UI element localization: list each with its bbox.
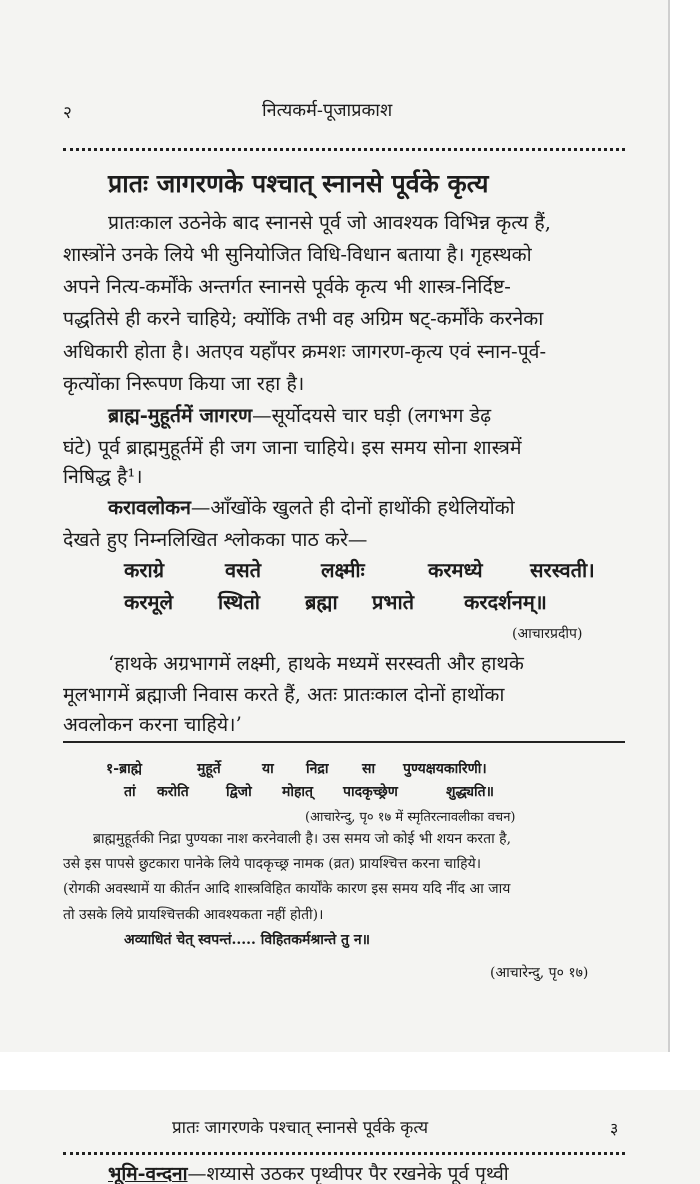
brahma-heading: ब्राह्म-मुहूर्तमें जागरण: [108, 404, 253, 427]
verse-word: सरस्वती।: [530, 558, 595, 582]
footnote-verse-word: द्विजो: [226, 784, 252, 800]
karavalokan-text: —आँखोंके खुलते ही दोनों हाथोंकी हथेलियोंको: [190, 496, 515, 519]
paragraph-line: कृत्योंका निरूपण किया जा रहा है।: [63, 372, 305, 395]
footnote-verse-word: करोति: [157, 784, 189, 800]
page-number: ३: [610, 1119, 619, 1138]
footnote-source: (आचारेन्दु, पृ० १७ में स्मृतिरत्नावलीका वचन): [305, 810, 516, 825]
section-title: प्रातः जागरणके पश्चात् स्नानसे पूर्वके कृत्य: [108, 169, 489, 198]
verse-word: ब्रह्मा: [305, 590, 338, 614]
partial-text: —शय्यासे उठकर पृथ्वीपर पैर रखनेके पूर्व पृथ्वी: [187, 1163, 509, 1184]
verse-word: प्रभाते: [372, 590, 415, 614]
paragraph-line: देखते हुए निम्नलिखित श्लोकका पाठ करे—: [63, 528, 368, 551]
paragraph-line: पद्धतिसे ही करने चाहिये; क्योंकि तभी वह अग्रिम षट्-कर्मोंके करनेका: [63, 307, 544, 330]
star-separator: [63, 148, 625, 157]
footnote-verse-word: पादकृच्छ्रेण: [343, 784, 398, 800]
verse-word: करमूले: [124, 590, 174, 614]
verse-word: करदर्शनम्॥: [464, 590, 547, 614]
footnote-rule: [63, 741, 625, 743]
footnote-verse-word: सा: [362, 761, 376, 777]
footnote-verse-word: मुहूर्ते: [197, 761, 221, 777]
verse-source: (आचारप्रदीप): [512, 626, 583, 642]
meaning-line: ‘हाथके अग्रभागमें लक्ष्मी, हाथके मध्यमें सरस्वती और हाथके: [108, 652, 524, 675]
footnote-verse-word: शुद्ध्यति॥: [446, 784, 495, 800]
footnote-quote-source: (आचारेन्दु, पृ० १७): [490, 965, 589, 981]
karavalokan-heading: करावलोकन: [108, 496, 191, 519]
verse-word: स्थितो: [218, 590, 260, 614]
footnote-text-line: उसे इस पापसे छुटकारा पानेके लिये पादकृच्छ्र नामक (व्रत) प्रायश्चित्त करना चाहिये।: [63, 856, 482, 872]
partial-paragraph-line: [108, 1160, 509, 1184]
brahma-paragraph-line: [108, 401, 491, 428]
footnote-verse-word: १-ब्राह्मे: [106, 761, 142, 777]
running-header: प्रातः जागरणके पश्चात् स्नानसे पूर्वके कृत्य: [172, 1118, 429, 1138]
karavalokan-paragraph-line: [108, 493, 515, 520]
page-number: २: [63, 103, 72, 123]
meaning-line: मूलभागमें ब्रह्माजी निवास करते हैं, अतः प्रातःकाल दोनों हाथोंका: [63, 683, 505, 706]
footnote-text-line: तो उसके लिये प्रायश्चित्तकी आवश्यकता नहीं होती)।: [63, 907, 324, 923]
verse-word: करमध्ये: [428, 558, 483, 582]
footnote-verse-word: निद्रा: [306, 761, 329, 777]
paragraph-line: अधिकारी होता है। अतएव यहाँपर क्रमशः जागरण-कृत्य एवं स्नान-पूर्व-: [63, 340, 547, 363]
meaning-line: अवलोकन करना चाहिये।’: [63, 713, 242, 736]
running-header: नित्यकर्म-पूजाप्रकाश: [262, 100, 393, 121]
book-page-right: [0, 1090, 700, 1184]
partial-heading: भूमि-वन्दना: [108, 1163, 188, 1184]
footnote-verse-word: पुण्यक्षयकारिणी।: [403, 761, 487, 777]
footnote-quote: अव्याधितं चेत् स्वपन्तं..... विहितकर्मश्रान्ते तु न॥: [124, 932, 371, 948]
footnote-verse-word: या: [262, 761, 274, 777]
verse-word: लक्ष्मीः: [321, 558, 365, 582]
footnote-text-line: ब्राह्ममुहूर्तकी निद्रा पुण्यका नाश करनेवाली है। उस समय जो कोई भी शयन करता है,: [93, 831, 512, 847]
verse-word: वसते: [225, 558, 262, 582]
paragraph-line: प्रातःकाल उठनेके बाद स्नानसे पूर्व जो आवश्यक विभिन्न कृत्य हैं,: [108, 211, 551, 234]
verse-word: कराग्रे: [124, 558, 164, 582]
paragraph-line: अपने नित्य-कर्मोंके अन्तर्गत स्नानसे पूर्वके कृत्य भी शास्त्र-निर्दिष्ट-: [63, 275, 511, 298]
paragraph-line: शास्त्रोंने उनके लिये भी सुनियोजित विधि-विधान बताया है। गृहस्थको: [63, 243, 532, 266]
footnote-verse-word: तां: [124, 784, 136, 800]
paragraph-line: घंटे) पूर्व ब्राह्ममुहूर्तमें ही जग जाना चाहिये। इस समय सोना शास्त्रमें: [63, 436, 522, 459]
footnote-verse-word: मोहात्: [282, 784, 314, 800]
brahma-text: —सूर्योदयसे चार घड़ी (लगभग डेढ़: [252, 404, 492, 427]
paragraph-line: निषिद्ध है¹।: [63, 465, 143, 488]
footnote-text-line: (रोगकी अवस्थामें या कीर्तन आदि शास्त्रविहित कार्योंके कारण इस समय यदि नींद आ जाय: [63, 881, 511, 897]
